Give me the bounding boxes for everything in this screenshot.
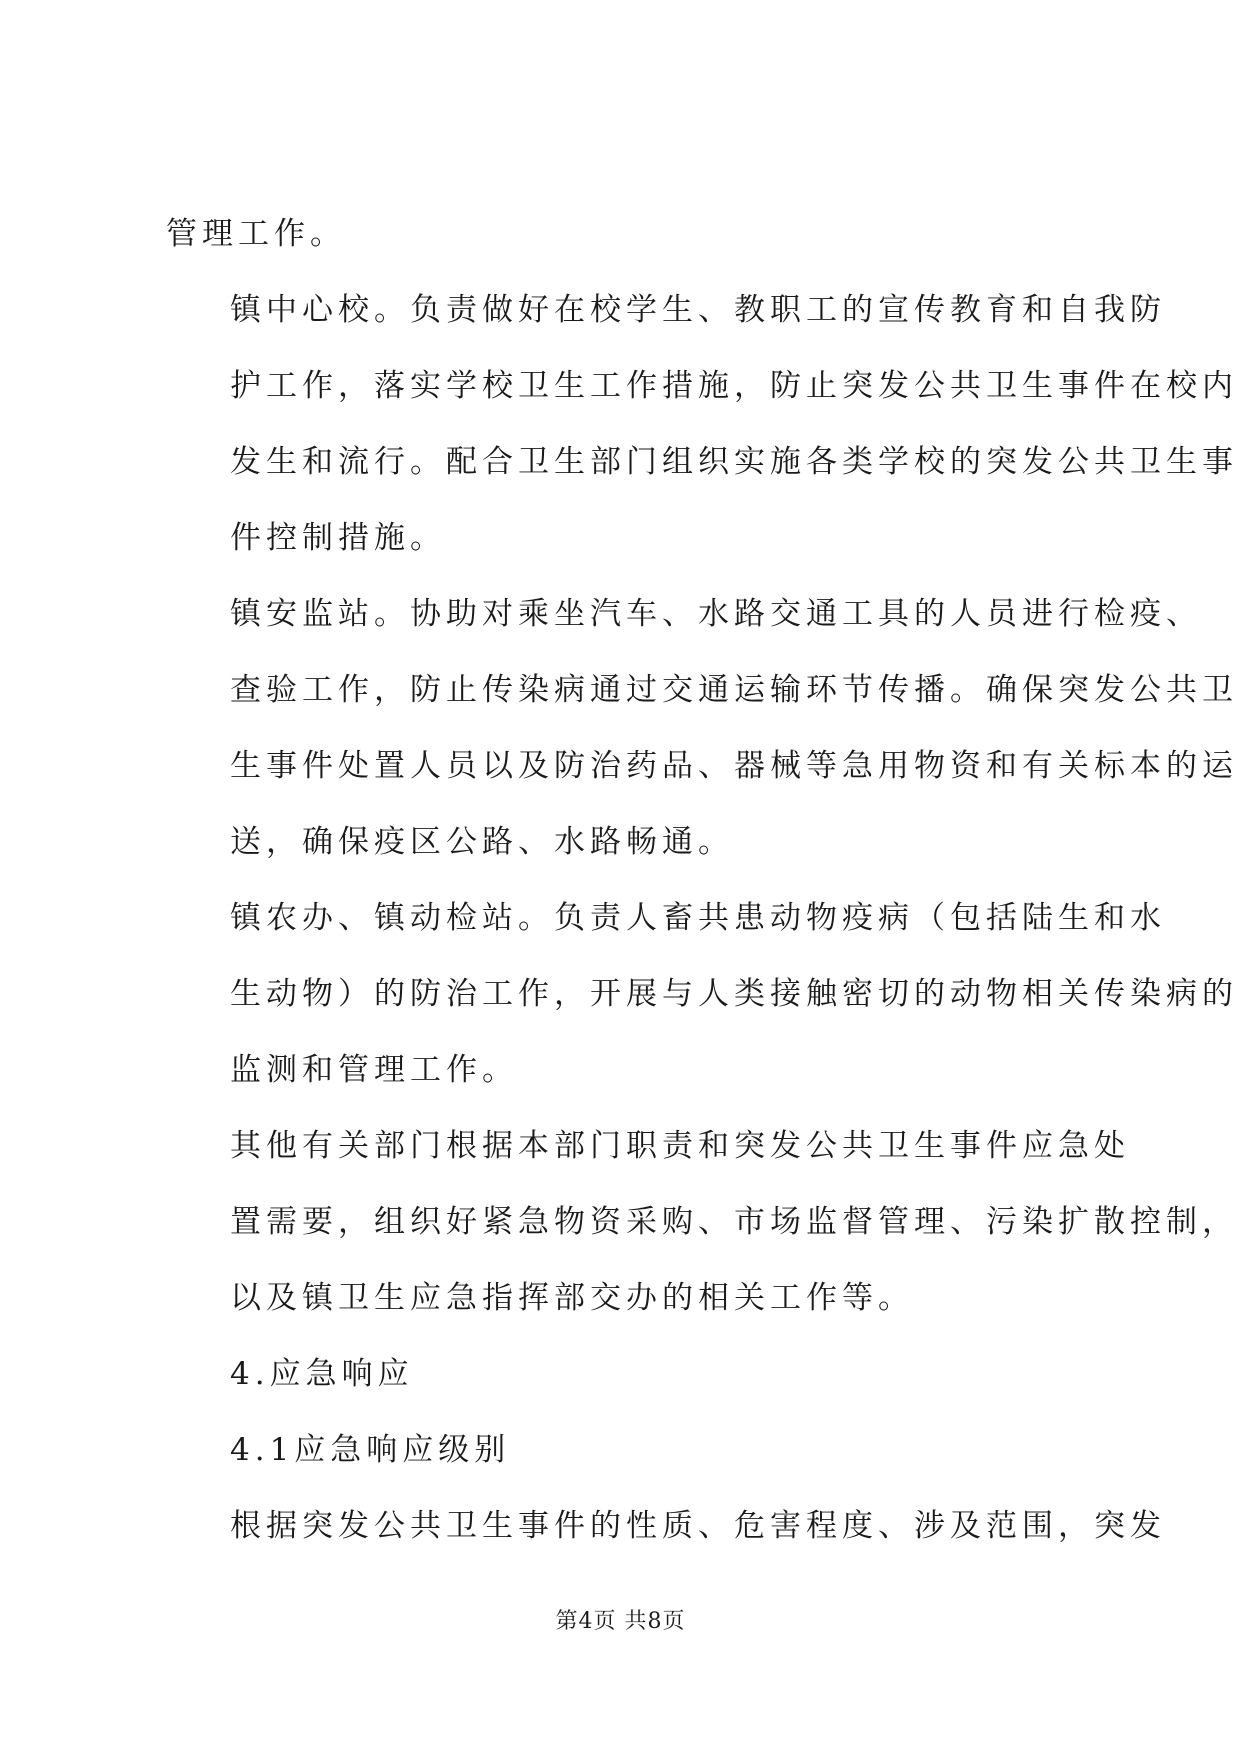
paragraph-agriculture: [166, 880, 1238, 1108]
paragraph-levels: [166, 1488, 1166, 1564]
text-line: 镇农办、镇动检站。负责人畜共患动物疫病（包括陆生和水: [230, 900, 1166, 936]
text-line: 护工作，落实学校卫生工作措施，防止突发公共卫生事件在校内: [230, 368, 1238, 404]
paragraph-other-departments: [166, 1108, 1238, 1336]
text-line: 生动物）的防治工作，开展与人类接触密切的动物相关传染病的: [230, 976, 1238, 1012]
paragraph-school: [166, 272, 1238, 576]
text-line: 送，确保疫区公路、水路畅通。: [230, 824, 734, 860]
text-line: 其他有关部门根据本部门职责和突发公共卫生事件应急处: [230, 1128, 1130, 1164]
section-heading-emergency-response: [166, 1336, 1086, 1412]
text-line: 监测和管理工作。: [230, 1052, 518, 1088]
heading-text: 4.应急响应: [230, 1356, 414, 1392]
text-line: 以及镇卫生应急指挥部交办的相关工作等。: [230, 1280, 914, 1316]
text-line: 生事件处置人员以及防治药品、器械等急用物资和有关标本的运: [230, 748, 1238, 784]
text-line: 根据突发公共卫生事件的性质、危害程度、涉及范围，突发: [230, 1508, 1166, 1544]
text-line: 发生和流行。配合卫生部门组织实施各类学校的突发公共卫生事: [230, 444, 1238, 480]
page-number-footer: 第4页 共8页: [555, 1609, 686, 1634]
text-line: 镇中心校。负责做好在校学生、教职工的宣传教育和自我防: [230, 292, 1166, 328]
paragraph-continuation: [166, 196, 1086, 272]
text-line: 件控制措施。: [230, 520, 446, 556]
section-heading-response-level: [166, 1412, 1086, 1488]
text-line: 置需要，组织好紧急物资采购、市场监督管理、污染扩散控制，: [230, 1204, 1238, 1240]
text-line: 查验工作，防止传染病通过交通运输环节传播。确保突发公共卫: [230, 672, 1238, 708]
text-line: 镇安监站。协助对乘坐汽车、水路交通工具的人员进行检疫、: [230, 596, 1202, 632]
heading-text: 4.1应急响应级别: [230, 1432, 511, 1468]
paragraph-safety-station: [166, 576, 1238, 880]
text-line: 管理工作。: [166, 216, 346, 252]
